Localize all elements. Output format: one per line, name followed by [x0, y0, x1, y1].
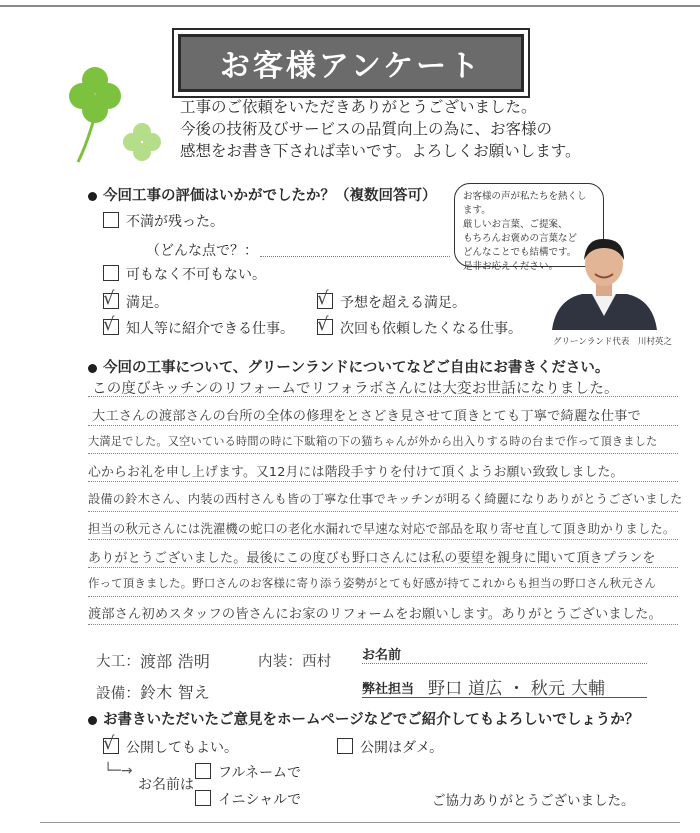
- rep-underline: [362, 697, 647, 698]
- checkbox-publish-ng[interactable]: [337, 738, 353, 754]
- checkmark-icon: √: [103, 314, 115, 335]
- comment-line: ありがとうございました。最後にこの度びも野口さんには私の要望を親身に聞いて頂きプランを: [88, 551, 656, 566]
- checkbox-recommend[interactable]: [103, 314, 119, 335]
- comment-rule: [88, 425, 678, 426]
- checkbox-unsatisfied[interactable]: [103, 212, 119, 228]
- checkmark-icon: √: [317, 288, 329, 309]
- option-reason-label: （どんな点で？：: [146, 243, 258, 259]
- arrow-icon: └─→: [104, 763, 133, 779]
- rep-label: 弊社担当: [362, 682, 415, 697]
- representative-photo: [542, 230, 667, 330]
- comment-line: 心からお礼を申し上げます。又12月には階段手すりを付けて頂くようお願い致致しました。: [88, 465, 624, 480]
- interior-name: 西村: [302, 654, 332, 670]
- checkmark-icon: √: [317, 314, 329, 335]
- checkbox-again[interactable]: [317, 314, 333, 335]
- comment-line: 渡部さん初めスタッフの皆さんにお家のリフォームをお願いします。ありがとうございました。: [88, 607, 662, 622]
- option-recommend: 知人等に紹介できる仕事。: [126, 321, 294, 337]
- bullet-icon: [88, 192, 97, 201]
- page-bottom-border: [40, 822, 680, 823]
- option-neutral: 可もなく不可もない。: [126, 267, 266, 283]
- reason-input-line[interactable]: [260, 256, 450, 257]
- q1-title: 今回工事の評価はいかがでしたか？（複数回答可）: [88, 184, 437, 205]
- equipment-name: 鈴木 智え: [140, 683, 211, 702]
- comment-line: 作って頂きました。野口さんのお客様に寄り添う姿勢がとても好感が持てこれからも担当の野口さん秋元さん: [88, 576, 656, 590]
- equipment-label: 設備：: [96, 686, 141, 702]
- comment-line: この度びキッチンのリフォームでリフォラボさんには大変お世話になりました。: [92, 381, 619, 397]
- checkbox-initial[interactable]: [195, 790, 211, 806]
- checkbox-publish-ok[interactable]: [103, 733, 119, 754]
- checkbox-fullname[interactable]: [195, 763, 211, 779]
- name-label: お名前: [362, 648, 402, 663]
- page-title: お客様アンケート: [178, 34, 524, 92]
- rep-names: 野口 道広 ・ 秋元 大輔: [428, 679, 606, 699]
- checkbox-neutral[interactable]: [103, 265, 119, 281]
- comment-rule: [88, 596, 678, 597]
- speech-bubble: お客様の声が私たちを熱くします。 厳しいお言葉、ご提案、 もちろんお褒めの言葉など どんなことでも結構です。 是非お応えください。: [454, 183, 604, 267]
- comment-rule: [88, 481, 678, 482]
- comment-rule: [88, 539, 678, 540]
- q2-title: 今回の工事について、グリーンランドについてなどご自由にお書きください。: [88, 356, 609, 377]
- representative-caption: グリーンランド代表 川村英之: [553, 337, 672, 347]
- comment-line: 大満足でした。又空いている時間の時に下駄箱の下の猫ちゃんが外から出入りする時の台まで作って頂きました: [88, 435, 658, 448]
- checkmark-icon: √: [103, 733, 115, 754]
- bullet-icon: [88, 716, 97, 725]
- carpenter-label: 大工：: [96, 654, 141, 670]
- interior-label: 内装：: [258, 654, 303, 670]
- carpenter-name: 渡部 浩明: [140, 652, 211, 671]
- option-unsatisfied: 不満が残った。: [126, 214, 224, 230]
- comment-line: 設備の鈴木さん、内装の西村さんも皆の丁寧な仕事でキッチンが明るく綺麗になりありがとうございました: [88, 492, 683, 506]
- comment-line: 担当の秋元さんには洗濯機の蛇口の老化水漏れで早速な対応で部品を取り寄せ直して頂き助かりました。: [88, 522, 676, 536]
- option-initial: イニシャルで: [218, 792, 302, 808]
- q3-title: お書きいただいたご意見をホームページなどでご紹介してもよろしいでしょうか？: [88, 708, 639, 729]
- thanks-text: ご協力ありがとうございました。: [432, 793, 635, 809]
- comment-rule: [88, 511, 678, 512]
- checkbox-beyond[interactable]: [317, 288, 333, 309]
- option-satisfied: 満足。: [126, 295, 168, 311]
- option-fullname: フルネームで: [218, 765, 302, 781]
- comment-rule: [88, 567, 678, 568]
- comment-rule: [88, 624, 678, 625]
- name-input-line[interactable]: [362, 663, 647, 664]
- name-prefix: お名前は: [138, 777, 194, 793]
- clover-icon: [60, 62, 180, 172]
- page-top-border: [0, 5, 700, 7]
- checkmark-icon: √: [103, 288, 115, 309]
- option-publish-ok: 公開してもよい。: [126, 740, 238, 756]
- comment-rule: [88, 453, 678, 454]
- bullet-icon: [88, 364, 97, 373]
- comment-line: 大工さんの渡部さんの台所の全体の修理をとさどき見させて頂きとても丁寧で綺麗な仕事で: [92, 409, 641, 424]
- option-beyond: 予想を超える満足。: [340, 295, 466, 311]
- option-publish-ng: 公開はダメ。: [360, 740, 444, 756]
- option-again: 次回も依頼したくなる仕事。: [340, 321, 522, 337]
- intro-text: 工事のご依頼をいただきありがとうございました。 今後の技術及びサービスの品質向上の為に、お客様の 感想をお書き下されば幸いです。よろしくお願いします。: [180, 98, 581, 160]
- checkbox-satisfied[interactable]: [103, 288, 119, 309]
